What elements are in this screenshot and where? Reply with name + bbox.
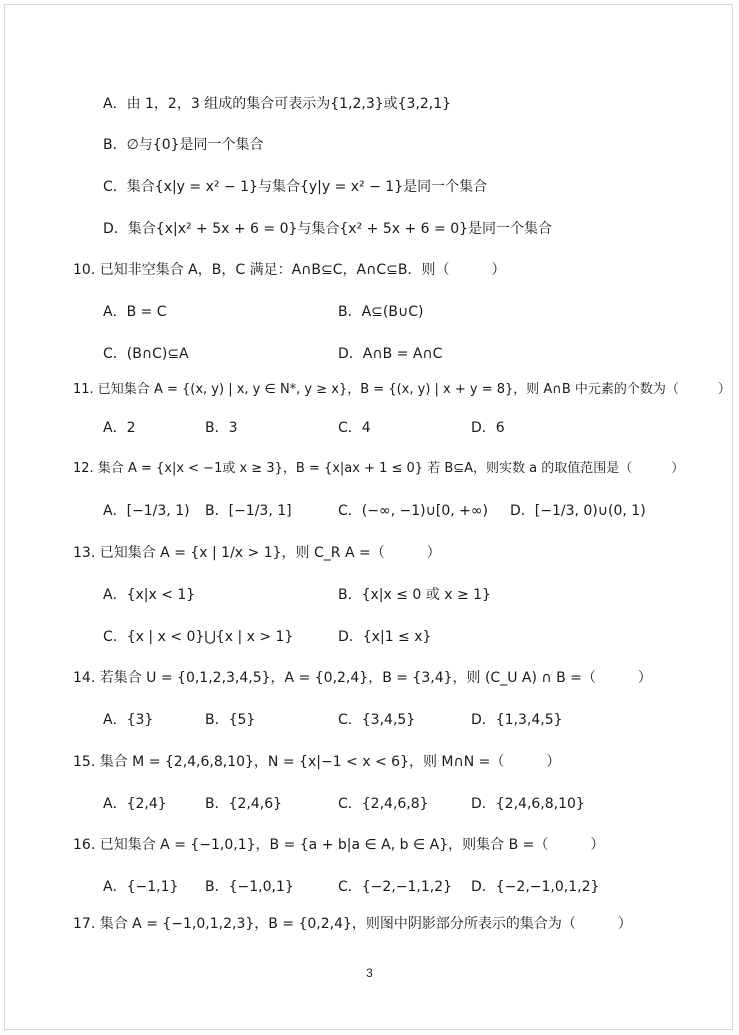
q16-stem: 16. 已知集合 A = {−1,0,1}，B = {a + b|a ∈ A, b ∈ A}，则集合 B =（ ） (73, 837, 605, 853)
q15-option-c: C．{2,4,6,8} (338, 796, 429, 812)
q15-option-a: A．{2,4} (103, 796, 167, 812)
q15-option-d: D．{2,4,6,8,10} (471, 796, 585, 812)
q9-option-a: A．由 1，2，3 组成的集合可表示为{1,2,3}或{3,2,1} (103, 96, 452, 112)
q14-option-c: C．{3,4,5} (338, 712, 416, 728)
q11-option-d: D．6 (471, 420, 505, 436)
q12-option-a: A．[−1/3, 1) (103, 503, 190, 519)
q16-option-c: C．{−2,−1,1,2} (338, 879, 453, 895)
q14-option-d: D．{1,3,4,5} (471, 712, 563, 728)
q10-option-a: A．B = C (103, 304, 167, 320)
q13-stem: 13. 已知集合 A = {x | 1/x > 1}，则 C_R A =（ ） (73, 545, 441, 561)
q16-option-d: D．{−2,−1,0,1,2} (471, 879, 600, 895)
q16-option-a: A．{−1,1} (103, 879, 179, 895)
q13-option-b: B．{x|x ≤ 0 或 x ≥ 1} (338, 587, 491, 603)
q9-option-d: D．集合{x|x² + 5x + 6 = 0}与集合{x² + 5x + 6 = 0}是同一个集合 (103, 221, 553, 237)
q9-option-c: C．集合{x|y = x² − 1}与集合{y|y = x² − 1}是同一个集合 (103, 179, 488, 195)
q10-option-c: C．(B∩C)⊆A (103, 346, 189, 362)
q10-option-b: B．A⊆(B∪C) (338, 304, 424, 320)
q13-option-d: D．{x|1 ≤ x} (338, 629, 432, 645)
q14-option-a: A．{3} (103, 712, 154, 728)
q14-option-b: B．{5} (205, 712, 256, 728)
q16-option-b: B．{−1,0,1} (205, 879, 294, 895)
q15-option-b: B．{2,4,6} (205, 796, 283, 812)
q9-option-b: B．∅与{0}是同一个集合 (103, 137, 264, 153)
q14-stem: 14. 若集合 U = {0,1,2,3,4,5}，A = {0,2,4}，B = {3,4}，则 (C_U A) ∩ B =（ ） (73, 670, 652, 686)
q10-option-d: D．A∩B = A∩C (338, 346, 443, 362)
q11-stem: 11. 已知集合 A = {(x, y) | x, y ∈ N*, y ≥ x}，B = {(x, y) | x + y = 8}，则 A∩B 中元素的个数为（ ） (73, 382, 731, 397)
q10-stem: 10. 已知非空集合 A，B，C 满足：A∩B⊆C，A∩C⊆B．则（ ） (73, 262, 506, 278)
q11-option-c: C．4 (338, 420, 371, 436)
q12-option-c: C．(−∞, −1)∪[0, +∞) (338, 503, 489, 519)
q11-option-b: B．3 (205, 420, 238, 436)
q12-stem: 12. 集合 A = {x|x < −1或 x ≥ 3}，B = {x|ax + 1 ≤ 0} 若 B⊆A，则实数 a 的取值范围是（ ） (73, 461, 685, 476)
q12-option-d: D．[−1/3, 0)∪(0, 1) (510, 503, 646, 519)
q11-option-a: A．2 (103, 420, 136, 436)
q12-option-b: B．[−1/3, 1] (205, 503, 292, 519)
q15-stem: 15. 集合 M = {2,4,6,8,10}，N = {x|−1 < x < 6}，则 M∩N =（ ） (73, 754, 561, 770)
q13-option-c: C．{x | x < 0}⋃{x | x > 1} (103, 629, 294, 645)
q17-stem: 17. 集合 A = {−1,0,1,2,3}，B = {0,2,4}，则图中阴影部分所表示的集合为（ ） (73, 916, 632, 932)
q13-option-a: A．{x|x < 1} (103, 587, 196, 603)
page-number: 3 (366, 966, 373, 980)
